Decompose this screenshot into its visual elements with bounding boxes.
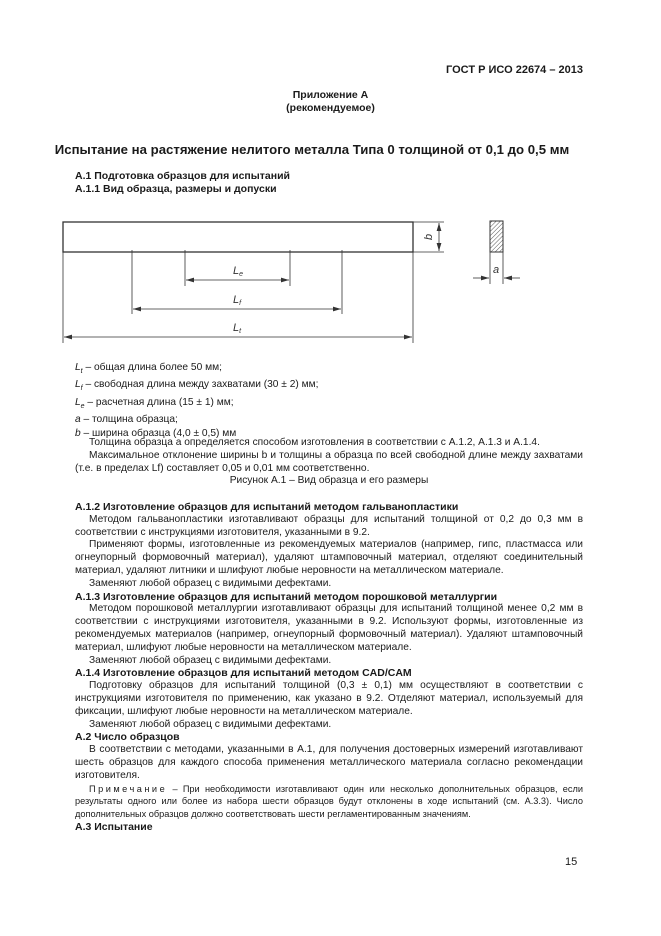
label-lf: Lf: [233, 294, 242, 307]
note-label: Примечание: [89, 783, 168, 794]
paragraph: Заменяют любой образец с видимыми дефектами.: [89, 577, 332, 589]
main-title: Испытание на растяжение нелитого металла Типа 0 толщиной от 0,1 до 0,5 мм: [54, 142, 570, 157]
paragraph: Методом гальванопластики изготавливают образцы для испытаний толщиной от 0,2 до 0,3 мм в соответствии с инструкциями изготовителя, указанными в 9.2.: [75, 513, 583, 538]
legend-item: a – толщина образца;: [75, 414, 178, 426]
paragraph: Методом порошковой металлургии изготавливают образцы для испытаний толщиной менее 0,2 мм в соответствии с инструкциями изготовителя, указанными в 9.2. Используют формы, изготовленные из рекомендуемых материалов (например, огнеупорный формовочный материал). Удаляют штамповочный материал, шлифуют любые неровности на металлическом материале.: [75, 603, 583, 653]
page-number: 15: [565, 856, 578, 868]
appendix-subtitle: (рекомендуемое): [286, 102, 375, 114]
paragraph: Подготовку образцов для испытаний толщиной (0,3 ± 0,1) мм осуществляют в соответствии с инструкциями изготовителя по применению, как указано в 9.2. Отделяют материал, используемый для фиксации, шлифуют любые неровности на металлическом материале.: [75, 680, 583, 717]
legend-item: $L_t$ – общая длина более 50 мм;: [75, 362, 222, 376]
legend-item: $L_e$ – расчетная длина (15 ± 1) мм;: [75, 396, 234, 410]
section-a13-heading: А.1.3 Изготовление образцов для испытаний методом порошковой металлургии: [75, 590, 498, 603]
label-a: a: [493, 264, 500, 276]
document-header: ГОСТ Р ИСО 22674 – 2013: [446, 64, 583, 76]
section-a11-heading: А.1.1 Вид образца, размеры и допуски: [75, 183, 277, 195]
section-a12-heading: А.1.2 Изготовление образцов для испытаний методом гальванопластики: [75, 501, 459, 513]
figure-notes: [75, 437, 583, 488]
appendix-title: Приложение А: [292, 89, 369, 101]
section-a1-heading: А.1 Подготовка образцов для испытаний: [75, 170, 290, 182]
cross-section: [490, 221, 503, 252]
figure-caption: Рисунок А.1 – Вид образца и его размеры: [229, 475, 429, 487]
legend-item: b – ширина образца (4,0 ± 0,5) мм: [75, 427, 237, 439]
label-le: Le: [233, 265, 244, 278]
paragraph: Заменяют любой образец с видимыми дефектами.: [89, 718, 332, 730]
figure-legend: [75, 361, 318, 440]
specimen-outline: [63, 222, 413, 252]
paragraph: Применяют формы, изготовленные из рекомендуемых материалов (например, гипс, пластмасса или огнеупорный формовочный материал), удаляют штамповочный материал, отделяют соединительный материал, удаляют литники и шлифуют любые неровности на металлическом материале.: [75, 539, 583, 576]
figure-note-deviation: Максимальное отклонение ширины b и толщины a образца по всей свободной длине между захватами (т.е. в пределах Lf) составляет 0,05 и 0,01 мм соответственно.: [75, 449, 583, 474]
note: Примечание – При необходимости изготавливают один или несколько дополнительных образцов, если результаты одного или более из набора шести образцов будут отклонены в ходе испытаний (см. А.3.3). Число дополнительных образцов должно соответствовать шести регламентированным значениям.: [75, 783, 583, 820]
section-a14-heading: А.1.4 Изготовление образцов для испытаний методом CAD/CAM: [75, 667, 412, 680]
figure-note-thickness: Толщина образца a определяется способом изготовления в соответствии с А.1.2, А.1.3 и А.1.4.: [89, 437, 540, 448]
label-b: b: [423, 233, 435, 240]
section-a2-heading: А.2 Число образцов: [75, 731, 180, 744]
section-a3-heading: А.3 Испытание: [75, 820, 153, 833]
label-lt: Lt: [233, 322, 242, 335]
legend-item: $L_f$ – свободная длина между захватами (30 ± 2) мм;: [75, 379, 319, 393]
paragraph: Заменяют любой образец с видимыми дефектами.: [89, 654, 332, 666]
specimen-figure: [0, 0, 661, 360]
document-body: [75, 501, 583, 834]
paragraph: В соответствии с методами, указанными в А.1, для получения достоверных измерений изготавливают шесть образцов для каждого способа применения металлического материала согласно рекомендации изготовителя.: [75, 744, 583, 781]
